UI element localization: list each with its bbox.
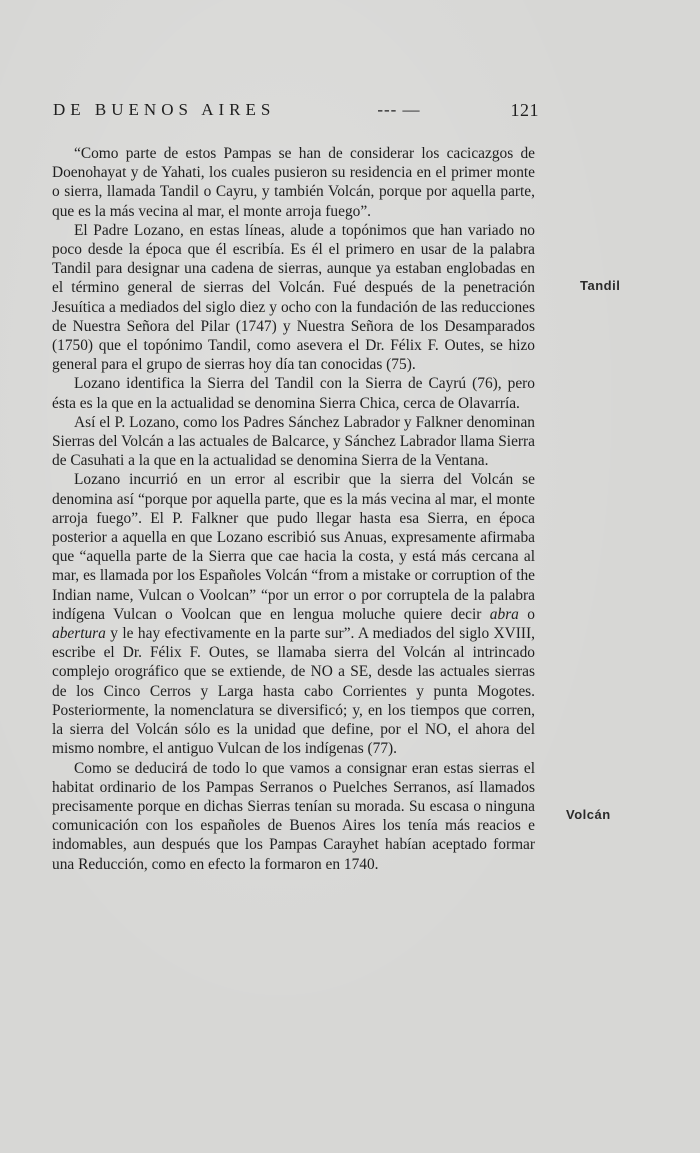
header-dashes: --- — (377, 100, 421, 119)
paragraph-1: “Como parte de estos Pampas se han de considerar los cacicazgos de Doenohayat y de Yahati, los cuales pusieron su residencia en el primer monte o sierra, llamada Tandil o Cayru, y también Volcán, porque por aquella parte, que es la más vecina al mar, el monte arroja fuego”. (52, 145, 535, 220)
paragraph-5-part-a: Lozano incurrió en un error al escribir que la sierra del Volcán se denomina así “porque por aquella parte, que es la más vecina al mar, el monte arroja fuego”. El P. Falkner que pudo llegar hasta esa Sierra, en época posterior a aquella en que Lozano escribió sus Anuas, expresamente afirmaba que “aquella parte de la Sierra que cae hacia la costa, y está más cercana al mar, es llamada por los Españoles Volcán “from a mistake or corruption of the Indian name, Vulcan o Voolcan” “por un error o por corruptela de la palabra indígena Vulcan o Voolcan que en lengua moluche quiere decir (52, 471, 535, 623)
paragraph-6: Como se deducirá de todo lo que vamos a consignar eran estas sierras el habitat ordinario de los Pampas Serranos o Puelches Serranos, así llamados precisamente porque en dichas Sierras tenían su morada. Su escasa o ninguna comunicación con los españoles de Buenos Aires los tenía más reacios e indomables, aun después que los Pampas Carayhet habían aceptado formar una Reducción, como en efecto la formaron en 1740. (52, 759, 535, 873)
paragraph-5-part-b: y le hay efectivamente en la parte sur”. A mediados del siglo XVIII, escribe el Dr. Félix F. Outes, se llamaba sierra del Volcán al intrincado complejo orográfico que se extiende, de NO a SE, desde las actuales sierras de los Cinco Cerros y Larga hasta cabo Corrientes y punta Mogotes. Posteriormente, la nomenclatura se diversificó; y, en los tiempos que corren, la sierra del Volcán sólo es la unidad que define, por el NO, el ahora del mismo nombre, el antiguo Vulcan de los indígenas (77). (52, 625, 535, 758)
paragraph-2: El Padre Lozano, en estas líneas, alude a topónimos que han variado no poco desde la época que él escribía. Es él el primero en usar de la palabra Tandil para designar una cadena de sierras, aunque ya estaban englobadas en el término general de sierras del Volcán. Fué después de la penetración Jesuítica a mediados del siglo diez y ocho con la fundación de las reducciones de Nuestra Señora del Pilar (1747) y Nuestra Señora de los Desamparados (1750) que el topónimo Tandil, como asevera el Dr. Félix F. Outes, se hizo general para el grupo de sierras hoy día tan conocidas (75). (52, 221, 535, 374)
italic-abertura: abertura (52, 625, 106, 643)
italic-abra: abra (489, 605, 519, 623)
page-number: 121 (510, 99, 539, 120)
margin-note-tandil: Tandil (580, 278, 621, 293)
paragraph-5 (52, 470, 535, 758)
paragraph-5-o: o (527, 605, 535, 623)
body-text (52, 144, 535, 874)
margin-note-volcan: Volcán (566, 807, 611, 822)
running-header (53, 98, 539, 122)
running-title: DE BUENOS AIRES (53, 100, 276, 119)
paragraph-4: Así el P. Lozano, como los Padres Sánchez Labrador y Falkner denominan Sierras del Volcán a las actuales de Balcarce, y Sánchez Labrador llama Sierra de Casuhati a la que en la actualidad se denomina Sierra de la Ventana. (52, 413, 535, 470)
paragraph-3: Lozano identifica la Sierra del Tandil con la Sierra de Cayrú (76), pero ésta es la que en la actualidad se denomina Sierra Chica, cerca de Olavarría. (52, 375, 535, 412)
